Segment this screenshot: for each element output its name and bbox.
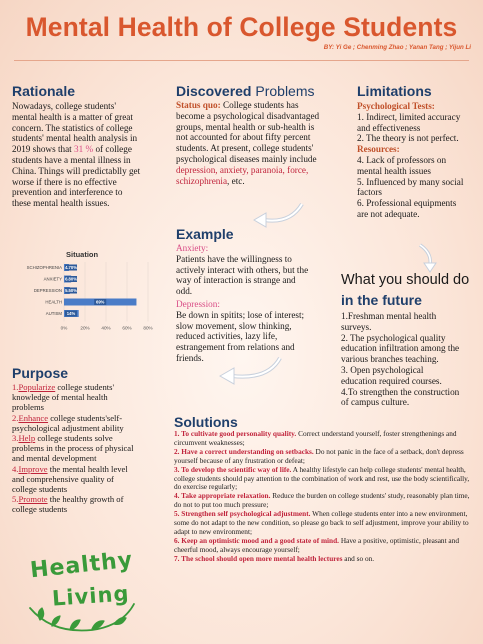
discovered-line: become a psychological disadvantaged xyxy=(176,110,320,121)
solution-item xyxy=(174,537,470,555)
chart-data-label: 4.70% xyxy=(65,265,77,270)
example-line: actively interact with others, but the xyxy=(176,264,309,275)
example-heading: Example xyxy=(176,226,234,242)
poster-title: Mental Health of College Students xyxy=(25,12,458,42)
purpose-text: college students xyxy=(12,504,68,515)
purpose-text: knowledge of mental health xyxy=(12,392,108,403)
discovered-line: psychological diseases mainly include xyxy=(176,153,317,164)
rationale-line: worse if there is no effective xyxy=(12,176,117,187)
purpose-item xyxy=(12,382,167,392)
limitation-line: 5. Influenced by many social xyxy=(357,176,464,187)
future-line: various branches teaching. xyxy=(341,354,439,365)
anxiety-label: Anxiety: xyxy=(176,243,209,253)
example-text xyxy=(176,243,334,364)
status-quo-label: Status quo: xyxy=(176,100,221,110)
purpose-text: college students solve xyxy=(35,433,113,444)
solution-item xyxy=(174,492,470,510)
logo-word-living: Living xyxy=(51,581,131,611)
purpose-number: 1. xyxy=(12,382,19,392)
purpose-item xyxy=(12,494,167,504)
limitation-line: mental health issues xyxy=(357,165,431,176)
chart-tick-label: 20% xyxy=(80,325,90,331)
solution-title: 7. The school should open more mental health lectures xyxy=(174,553,343,563)
solution-item xyxy=(174,510,470,537)
chart-category-label: ANXIETY xyxy=(43,276,62,282)
future-line: 1.Freshman mental health xyxy=(341,311,437,321)
purpose-number: 2. xyxy=(12,412,19,423)
rationale-fragment: 2019 shows that xyxy=(12,144,75,155)
solution-text: Have a positive, optimistic, pleasant and cheerful mood, always encourage yourself; xyxy=(174,535,459,554)
solutions-list xyxy=(174,430,470,564)
curved-arrow-icon xyxy=(414,243,440,273)
chart-tick-label: 0% xyxy=(60,325,68,331)
rationale-line: mental health is a matter of great xyxy=(12,111,133,122)
purpose-keyword: Promote xyxy=(18,494,48,505)
chart-tick-label: 60% xyxy=(122,325,132,331)
discovered-line: groups, mental health or sub-health is xyxy=(176,121,315,132)
discovered-text xyxy=(176,100,346,186)
solution-item xyxy=(174,555,470,564)
future-line: 2. The psychological quality xyxy=(341,332,446,343)
limitations-text xyxy=(357,101,475,220)
chart-tick-label: 80% xyxy=(143,325,153,331)
chart-data-label: 69% xyxy=(96,299,105,305)
logo-word-healthy: Healthy xyxy=(28,547,135,584)
chart-category-label: DEPRESSION xyxy=(33,288,62,294)
discovered-line xyxy=(176,100,346,111)
purpose-number: 5. xyxy=(12,494,19,505)
rationale-line: students have a mental illness in xyxy=(12,154,131,165)
purpose-text: the mental health level xyxy=(47,463,128,474)
rationale-fragment: of college xyxy=(93,144,132,155)
purpose-list xyxy=(12,382,167,515)
limitation-line: factors xyxy=(357,187,382,198)
purpose-number: 3. xyxy=(12,433,19,444)
rationale-line xyxy=(12,144,165,155)
limitations-heading: Limitations xyxy=(357,83,432,99)
solution-text: Correct understand yourself, foster strengthenings and circumvent weaknesses; xyxy=(174,429,457,447)
purpose-text: and mental development xyxy=(12,453,97,464)
discovered-line: not accounted for about fifty percent xyxy=(176,132,311,143)
solution-title: 6. Keep an optimistic mood and a good state of mind. xyxy=(174,535,339,545)
purpose-number: 4. xyxy=(12,463,19,474)
title-divider xyxy=(14,60,469,61)
solution-title: 3. To develop the scientific way of life. xyxy=(174,464,292,474)
rationale-line: Nowadays, college students' xyxy=(12,101,116,111)
solution-item xyxy=(174,448,470,466)
chart-title: Situation xyxy=(66,250,99,259)
purpose-item xyxy=(12,464,167,474)
example-line: Patients have the willingness to xyxy=(176,253,292,264)
future-line: surveys. xyxy=(341,321,372,332)
solution-item xyxy=(174,430,470,448)
curved-arrow-icon xyxy=(214,354,284,388)
future-line: 3. Open psychological xyxy=(341,364,424,375)
purpose-item xyxy=(12,433,167,443)
discovered-line xyxy=(176,176,346,187)
rationale-text xyxy=(12,101,165,209)
chart-category-label: HEALTH xyxy=(45,299,62,305)
tests-label: Psychological Tests: xyxy=(357,101,435,111)
discovered-fragment: College students has xyxy=(220,100,299,110)
purpose-text: psychological adjustment ability xyxy=(12,422,124,433)
limitation-line: are not adequate. xyxy=(357,208,420,219)
example-line: way of interaction is strange and xyxy=(176,275,296,286)
solution-title: 5. Strengthen self psychological adjustment. xyxy=(174,509,311,519)
purpose-text: college students xyxy=(12,484,68,495)
example-line: odd. xyxy=(176,286,193,297)
discovered-heading-bold: Discovered xyxy=(176,83,252,99)
rationale-line: students' mental health analysis in xyxy=(12,133,138,144)
future-line: 4.To strengthen the construction xyxy=(341,386,460,397)
solution-item xyxy=(174,466,470,493)
depression-label: Depression: xyxy=(176,298,220,309)
future-list xyxy=(341,311,475,408)
solution-title: 4. Take appropriate relaxation. xyxy=(174,491,271,501)
future-line: education required courses. xyxy=(341,375,442,386)
purpose-text: college students'self- xyxy=(48,412,123,423)
rationale-heading: Rationale xyxy=(12,83,76,99)
purpose-keyword: Help xyxy=(18,433,36,444)
chart-data-label: 5.50% xyxy=(65,288,77,293)
solution-text: When college students enter into a new environment, some do not adapt to the new condition, so please go back to self adjustment, improve your ability to adapt to new environment; xyxy=(174,509,469,536)
example-line: friends. xyxy=(176,352,204,363)
purpose-text: and comprehensive quality of xyxy=(12,473,114,484)
purpose-text: the healthy growth of xyxy=(47,494,124,505)
limitation-line: 1. Indirect, limited accuracy xyxy=(357,111,461,122)
curved-arrow-icon xyxy=(250,200,306,230)
purpose-keyword: Improve xyxy=(18,463,48,474)
purpose-item xyxy=(12,413,167,423)
chart-tick-label: 40% xyxy=(101,325,111,331)
example-line: reduced activities, lazy life, xyxy=(176,331,278,342)
disease-schizophrenia: schizophrenia xyxy=(176,175,228,186)
chart-category-label: AUTISM xyxy=(45,311,62,317)
solution-title: 2. Have a correct understanding on setbacks. xyxy=(174,446,314,456)
diseases-list: depression, anxiety, paranoia, force, xyxy=(176,164,309,175)
purpose-keyword: Popularize xyxy=(18,382,56,392)
purpose-keyword: Enhance xyxy=(18,412,49,423)
future-line: education infiltration among the xyxy=(341,343,460,354)
discovered-line: students. At present, college students' xyxy=(176,143,314,154)
limitation-line: 6. Professional equipments xyxy=(357,198,457,209)
chart-category-label: SCHIZOPHRENIA xyxy=(26,265,62,271)
purpose-text: college students' xyxy=(55,382,115,392)
rationale-line: prevention and interference to xyxy=(12,187,123,198)
example-line: estrangement from relations and xyxy=(176,342,295,353)
limitation-line: and effectiveness xyxy=(357,122,421,133)
discovered-heading-thin: Problems xyxy=(251,83,315,99)
rationale-line: these mental health issues. xyxy=(12,198,110,209)
future-line: of campus culture. xyxy=(341,397,410,408)
solutions-heading: Solutions xyxy=(174,414,238,430)
future-heading-2: in the future xyxy=(341,292,422,308)
solution-text: Reduce the burden on college students' study, reasonably plan time, do not to put too much pressure; xyxy=(174,491,470,510)
purpose-text: problems in the process of physical xyxy=(12,443,134,454)
solution-text: A healthy lifestyle can help college students' mental health, college students should pay attention to the combination of work and rest, use the body scientifically, do exercise regularly; xyxy=(174,464,470,492)
discovered-heading xyxy=(176,83,315,99)
example-line: Be down in spitits; lose of interest; xyxy=(176,309,305,320)
limitation-line: 2. The theory is not perfect. xyxy=(357,133,459,144)
resources-label: Resources: xyxy=(357,144,400,155)
solution-text: and so on. xyxy=(342,553,375,563)
chart-data-label: 14% xyxy=(66,311,76,316)
rationale-line: China. Things will predictablly get xyxy=(12,165,141,176)
chart-data-label: 6.80% xyxy=(65,276,77,282)
situation-chart xyxy=(24,246,154,332)
purpose-heading: Purpose xyxy=(12,365,69,381)
authors: BY: Yi Ge ; Chenming Zhao ; Yanan Tang ; Yijun Li xyxy=(323,44,471,51)
solution-text: Do not panic in the face of a setback, don't depress yourself because of any frustration or defeat; xyxy=(174,446,464,465)
discovered-fragment: , etc. xyxy=(227,175,245,186)
solution-title: 1. To cultivate good personality quality. xyxy=(174,429,297,438)
rationale-percentage: 31 % xyxy=(74,144,94,155)
future-heading-1: What you should do xyxy=(341,272,470,288)
rationale-line: concern. The statistics of college xyxy=(12,122,133,133)
example-line: slow movement, slow thinking, xyxy=(176,320,292,331)
limitation-line: 4. Lack of professors on xyxy=(357,154,447,165)
purpose-text: problems xyxy=(12,402,44,413)
